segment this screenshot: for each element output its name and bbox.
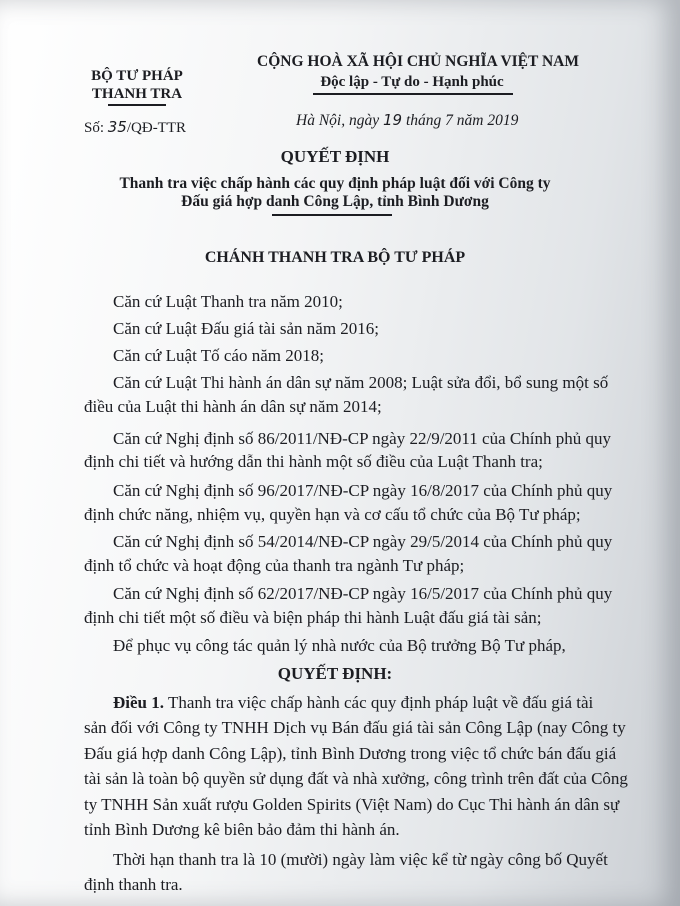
number-suffix: /QĐ-TTR — [126, 120, 187, 136]
basis-line: Căn cứ Luật Thi hành án dân sự năm 2008; Luật sửa đổi, bổ sung một số — [113, 373, 609, 392]
duration-line: định thanh tra. — [84, 875, 183, 894]
number-prefix: Số: — [84, 120, 105, 136]
basis-line: Căn cứ Nghị định số 96/2017/NĐ-CP ngày 16/8/2017 của Chính phủ quy — [113, 481, 613, 500]
article-1-first-line — [113, 693, 593, 713]
country-name: CỘNG HOÀ XÃ HỘI CHỦ NGHĨA VIỆT NAM — [257, 53, 579, 70]
document-title: QUYẾT ĐỊNH — [280, 147, 390, 166]
subject-line-2: Đấu giá hợp danh Công Lập, tỉnh Bình Dương — [181, 193, 489, 210]
document-number — [84, 117, 186, 138]
decision-heading: QUYẾT ĐỊNH: — [277, 664, 393, 683]
basis-line: Để phục vụ công tác quản lý nhà nước của Bộ trưởng Bộ Tư pháp, — [113, 636, 566, 655]
date-prefix: Hà Nội, ngày — [296, 112, 380, 129]
article-1-line: sản đối với Công ty TNHH Dịch vụ Bán đấu giá tài sản Công Lập (nay Công ty — [84, 718, 626, 737]
duration-line: Thời hạn thanh tra là 10 (mười) ngày làm việc kể từ ngày công bố Quyết — [113, 850, 608, 869]
national-motto: Độc lập - Tự do - Hạnh phúc — [320, 74, 504, 90]
basis-line: định chi tiết một số điều và biện pháp thi hành Luật đấu giá tài sản; — [84, 608, 542, 627]
issuer-title: CHÁNH THANH TRA BỘ TƯ PHÁP — [204, 249, 466, 266]
department-underline — [108, 104, 166, 106]
article-1-text: Thanh tra việc chấp hành các quy định pháp luật về đấu giá tài — [167, 693, 594, 712]
article-1-line: Đấu giá hợp danh Công Lập), tỉnh Bình Dương trong việc tổ chức bán đấu giá — [84, 744, 617, 763]
basis-line: định chức năng, nhiệm vụ, quyền hạn và cơ cấu tổ chức của Bộ Tư pháp; — [84, 505, 581, 524]
article-1-label: Điều 1. — [113, 693, 164, 712]
basis-line: Căn cứ Luật Đấu giá tài sản năm 2016; — [113, 319, 380, 338]
department-name: THANH TRA — [91, 86, 183, 102]
article-1-line: tài sản là toàn bộ quyền sử dụng đất và nhà xưởng, công trình trên đất của Công — [84, 769, 628, 788]
basis-line: điều của Luật thi hành án dân sự năm 2014; — [84, 397, 382, 416]
ministry-name: BỘ TƯ PHÁP — [91, 68, 183, 84]
basis-line: Căn cứ Luật Tố cáo năm 2018; — [113, 346, 324, 365]
basis-line: Căn cứ Nghị định số 86/2011/NĐ-CP ngày 22/9/2011 của Chính phủ quy — [113, 429, 611, 448]
article-1-line: tỉnh Bình Dương kê biên bảo đảm thi hành án. — [84, 820, 400, 839]
date-month-year: tháng 7 năm 2019 — [405, 112, 519, 129]
basis-line: Căn cứ Luật Thanh tra năm 2010; — [113, 292, 343, 311]
article-1-line: ty TNHH Sản xuất rượu Golden Spirits (Việt Nam) do Cục Thi hành án dân sự — [84, 795, 620, 814]
basis-line: Căn cứ Nghị định số 54/2014/NĐ-CP ngày 29/5/2014 của Chính phủ quy — [113, 532, 613, 551]
basis-line: định tổ chức và hoạt động của thanh tra ngành Tư pháp; — [84, 556, 465, 575]
basis-line: Căn cứ Nghị định số 62/2017/NĐ-CP ngày 16/5/2017 của Chính phủ quy — [113, 584, 613, 603]
subject-line-1: Thanh tra việc chấp hành các quy định pháp luật đối với Công ty — [119, 175, 551, 192]
date-day: 19 — [382, 111, 403, 129]
number-value: 35 — [107, 118, 127, 136]
basis-line: định chi tiết và hướng dẫn thi hành một số điều của Luật Thanh tra; — [84, 452, 543, 471]
document-date — [296, 110, 518, 131]
motto-underline — [313, 93, 513, 95]
subject-underline — [272, 214, 392, 216]
